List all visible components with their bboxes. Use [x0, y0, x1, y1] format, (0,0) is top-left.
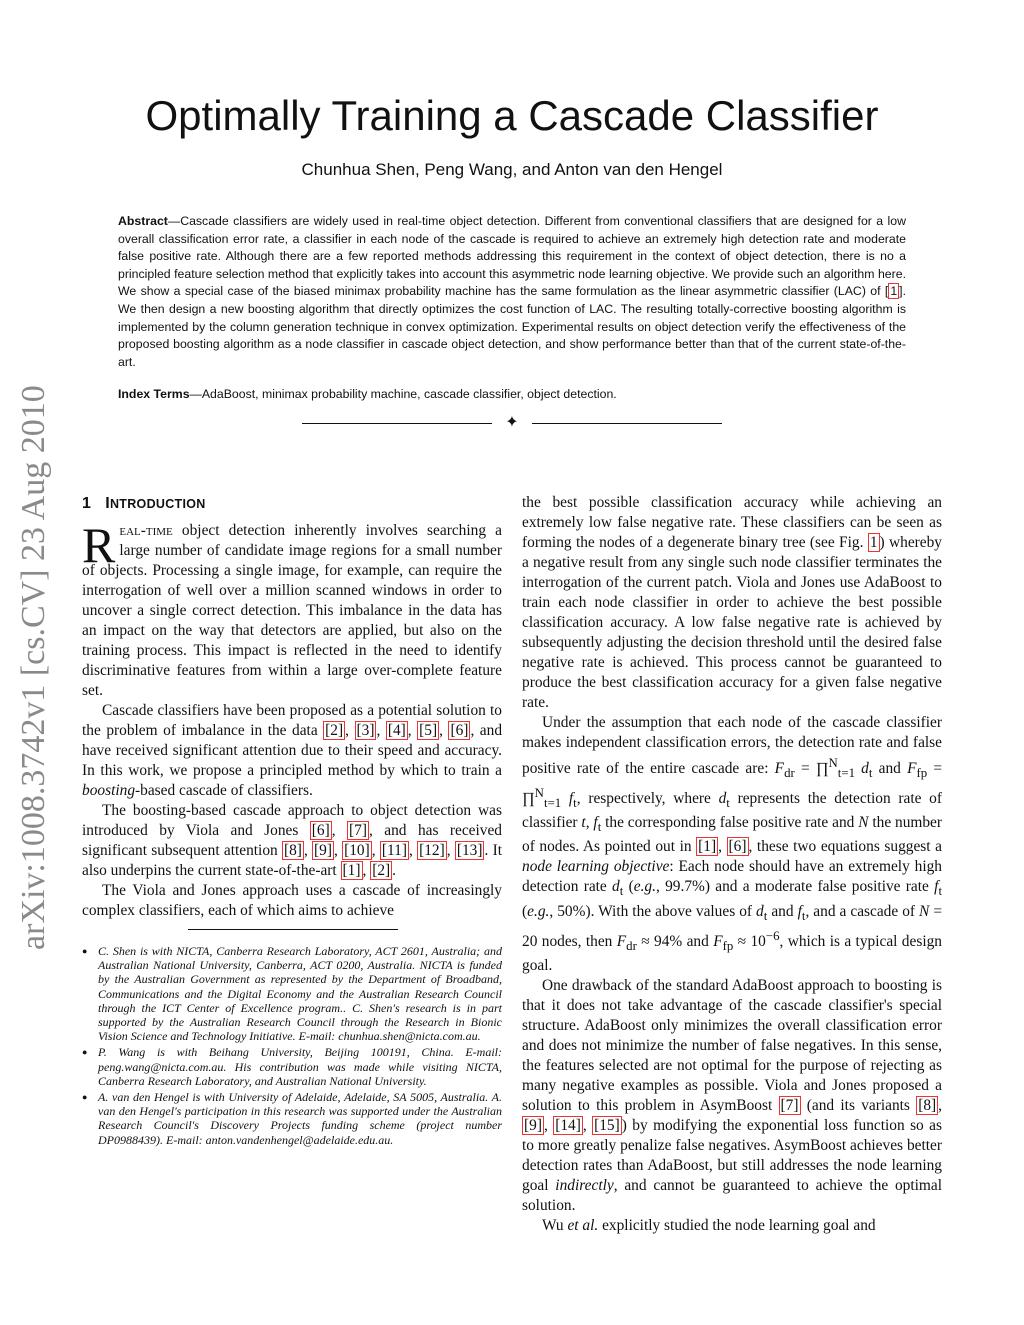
footnote-item: ● C. Shen is with NICTA, Canberra Research Laboratory, ACT 2601, Australia; and Australian National University, Canberra, ACT 0200, Australia. NICTA is funded by the Australian Government as represented by the Department of Broadband, Communications and the Digital Economy and the Australian Research Council through the ICT Center of Excellence program.. C. Shen's research is in part supported by the Australian Research Council through the Research in Bionic Vision Science and Technology Initiative. E-mail: chunhua.shen@nicta.com.au. — [82, 944, 502, 1043]
paragraph-text: , which is a typical design goal. — [522, 932, 942, 974]
math-symbol: d — [612, 878, 620, 896]
math-symbol: d — [718, 790, 727, 808]
paragraph-text: , and has received significant subsequent attention — [82, 822, 503, 859]
small-caps-lead: eal-time — [119, 522, 173, 539]
math-symbol: f — [797, 902, 802, 920]
footnote-item: ● P. Wang is with Beihang University, Beijing 100191, China. E-mail: peng.wang@nicta.com.au. His contribution was made while visiting NICTA, Canberra Research Laboratory, and Australian National University. — [82, 1045, 502, 1088]
math-subscript: t — [868, 766, 873, 781]
abstract-label: Abstract — [118, 214, 168, 228]
diamond-star-icon: ✦ — [505, 412, 519, 431]
abstract: Abstract—Cascade classifiers are widely used in real-time object detection. Different from conventional classifiers that are designed for a low overall classification error rate, a classifier in each node of the cascade is required to achieve an extremely high detection rate and moderate false positive rate. Although there are a few reported methods addressing this requirement in the context of object detection, there is no a principled feature selection method that explicitly takes into account this asymmetric node learning objective. We provide such an algorithm here. We show a special case of the biased minimax probability machine has the same formulation as the linear asymmetric classifier (LAC) of [ 1 ]. We then design a new boosting algorithm that directly optimizes the cost function of LAC. The resulting totally-corrective boosting algorithm is implemented by the column generation technique in convex optimization. Experimental results on object detection verify the effectiveness of the proposed boosting algorithm as a node classifier in cascade object detection, and show performance better than that of the current state-of-the-art. — [118, 214, 906, 369]
section-title-rest: NTRODUCTION — [109, 497, 206, 511]
index-terms-text: —AdaBoost, minimax probability machine, cascade classifier, object detection. — [189, 387, 617, 401]
citation-link[interactable]: [11] — [381, 842, 407, 859]
paragraph-text: object detection inherently involves searching a large number of candidate image regions for a small number of objects. Processing a single image, for example, can require the interrogation of well over a million scanned windows in order to uncover a single correct detection. This imbalance in the data has an impact on the way that detectors are applied, but also on the training process. This impact is reflected in the need to identify discriminative features from within a large over-complete feature set. — [82, 522, 502, 699]
section-divider — [302, 414, 722, 434]
citation-link[interactable]: [12] — [419, 842, 445, 859]
math-subscript: dr — [626, 938, 637, 953]
index-terms — [118, 386, 906, 404]
citation-link[interactable]: [2] — [325, 722, 344, 739]
paragraph-text: and — [767, 902, 798, 920]
math-symbol: F — [774, 760, 785, 778]
paragraph-text: the number of nodes. As pointed out in — [522, 814, 943, 856]
math-subscript: t=1 — [837, 766, 855, 781]
paragraph-text: The boosting-based cascade approach to object detection was introduced by Viola and Jones — [82, 802, 502, 839]
paragraph-text: ≈ 10 — [733, 932, 766, 950]
paragraph-text: = 20 nodes, then — [522, 902, 943, 950]
divider-rule-right — [532, 423, 722, 424]
paragraph: Under the assumption that each node of the cascade classifier makes independent classification errors, the detection rate and false positive rate of the entire cascade are: $F_{dr}$ = ∏$^N_{t=1}$ $d_t$ and $F_{fp}$ = ∏$^N_{t=1}$ $f_t$, respectively, where $d_t$ represents the detection rate of classifier t, $f_t$ the corresponding false positive rate and N the number of nodes. As pointed out in [1] , [6] , these two equations suggest a node learning objective: Each node should have an extremely high detection rate $d_t$ (e.g., 99.7%) and a moderate false positive rate $f_t$ (e.g., 50%). With the above values of $d_t$ and $f_t$, and a cascade of N = 20 nodes, then $F_{dr} \approx 94\%$ and $F_{fp} \approx 10^{-6}$, which is a typical design goal. — [522, 714, 943, 974]
citation-link[interactable]: [6] — [311, 822, 330, 839]
citation-link[interactable]: [10] — [344, 842, 370, 859]
footnote-item: ● A. van den Hengel is with University of Adelaide, Adelaide, SA 5005, Australia. A. van den Hengel's participation in this research was supported under the Australian Research Council's Discovery Projects funding scheme (project number DP0988439). E-mail: anton.vandenhengel@adelaide.edu.au. — [82, 1090, 502, 1147]
math-symbol: d — [854, 760, 869, 778]
citation-link[interactable]: [9] — [314, 842, 332, 859]
author-list: Chunhua Shen, Peng Wang, and Anton van den Hengel — [301, 160, 723, 179]
paragraph-text: ) whereby a negative result from any single such node classifier terminates the interrogation of the current patch. Viola and Jones use AdaBoost to train each node classifier in order to achieve the best possible classification accuracy. A low false negative rate is achieved by subsequently adjusting the decision threshold until the desired false negative rate is achieved. This process cannot be guaranteed to produce the best classification accuracy for a given false negative rate. — [522, 534, 942, 711]
figure-link[interactable]: 1 — [869, 534, 878, 551]
arxiv-identifier: arXiv:1008.3742v1 [cs.CV] 23 Aug 2010 — [15, 385, 52, 950]
paragraph-text: , these two equations suggest a — [748, 838, 942, 856]
math-operator: = ∏ — [522, 760, 943, 808]
paragraph — [522, 493, 942, 713]
math-subscript: t — [619, 884, 624, 899]
paragraph-text: ≈ 94% and — [636, 932, 714, 950]
citation-link[interactable]: [6] — [450, 722, 469, 739]
citation-link[interactable]: [8] — [283, 842, 302, 859]
citation-link[interactable]: 1 — [890, 284, 898, 299]
paragraph-text: Wu — [542, 1216, 568, 1234]
citation-link[interactable]: [13] — [456, 842, 483, 859]
math-symbol: F — [713, 932, 723, 950]
abstract-text: —Cascade classifiers are widely used in real-time object detection. Different from conventional classifiers that are designed for a low overall classification error rate, a classifier in each node of the cascade is required to achieve an extremely high detection rate and moderate false positive rate. Although there are a few reported methods addressing this requirement in the context of object detection, there is no a principled feature selection method that explicitly takes into account this asymmetric node learning objective. We provide such an algorithm here. We show a special case of the biased minimax probability machine has the same formulation as the linear asymmetric classifier (LAC) of — [118, 214, 906, 299]
math-subscript: fp — [722, 938, 734, 953]
math-symbol: f — [934, 878, 939, 896]
paragraph — [82, 517, 502, 701]
math-subscript: t — [801, 908, 806, 923]
paragraph-text: and — [872, 760, 908, 778]
paragraph-text: One drawback of the standard AdaBoost approach to boosting is that it does not take advantage of the cascade classifier's special structure. AdaBoost only minimizes the overall classification error and does not minimize the number of false negatives. In this sense, the features selected are not optimal for the purpose of rejecting as many negative examples as possible. Viola and Jones proposed a solution to this problem in AsymBoost — [522, 976, 942, 1114]
paragraph-text: Cascade classifiers have been proposed as a potential solution to the problem of imbalance in the data — [82, 702, 502, 739]
paragraph-text: . — [392, 862, 397, 879]
citation-link[interactable]: [8] — [918, 1096, 937, 1114]
paragraph-text: , 50%). With the above values of — [549, 902, 757, 920]
abstract-text: . We then design a new boosting algorithm that directly optimizes the cost function of LAC. The resulting totally-corrective boosting algorithm is implemented by the column generation technique in convex optimization. Experimental results on object detection verify the effectiveness of the proposed boosting algorithm as a node classifier in cascade object detection, and show performance better than that of the current state-of-the-art. — [118, 284, 906, 369]
paragraph-text: the corresponding false positive rate and — [601, 814, 859, 832]
citation-link[interactable]: [5] — [419, 722, 438, 739]
citation-link[interactable]: [3] — [356, 722, 375, 739]
paragraph-text: ( — [623, 878, 634, 896]
math-subscript: t — [726, 796, 730, 811]
paragraph: Cascade classifiers have been proposed as a potential solution to the problem of imbalance in the data [2] , [3] , [4] , [5] , [6] , and have received significant attention due to their speed and accuracy. In this work, we propose a principled method by which to train a boosting-based cascade of classifiers. — [82, 702, 503, 799]
paragraph-text: , respectively, where — [576, 790, 719, 808]
math-subscript: t=1 — [543, 796, 562, 811]
paragraph-text: , and have received significant attention due to their speed and accuracy. In this work, we propose a principled method by which to train a — [82, 722, 503, 779]
paragraph-text: represents the detection rate of classifier — [522, 790, 942, 832]
paragraph-text: explicitly studied the node learning goal and — [598, 1216, 876, 1234]
paragraph — [82, 881, 502, 921]
paragraph: One drawback of the standard AdaBoost approach to boosting is that it does not take advantage of the cascade classifier's special structure. AdaBoost only minimizes the overall classification error and does not minimize the number of false negatives. In this sense, the features selected are not optimal for the purpose of rejecting as many negative examples as possible. Viola and Jones proposed a solution to this problem in AsymBoost [7] (and its variants [8] , [9] , [14] , [15] ) by modifying the exponential loss function so as to more greatly penalize false negatives. AsymBoost achieves better detection rates than AdaBoost, but still addresses the node learning goal indirectly, and cannot be guaranteed to achieve the optimal solution. — [522, 976, 943, 1214]
paragraph-text: ) by modifying the exponential loss function so as to more greatly penalize false negatives. AsymBoost achieves better detection rates than AdaBoost, but still addresses the node learning goal — [522, 1116, 942, 1194]
citation-link[interactable]: [7] — [349, 822, 367, 839]
divider-rule-left — [302, 423, 492, 424]
paragraph-text: : Each node should have an extremely high detection rate — [522, 858, 942, 896]
citation-link[interactable]: [1] — [342, 862, 361, 879]
paragraph — [522, 1216, 942, 1236]
paragraph-text: ( — [522, 902, 528, 920]
paragraph-text: , — [585, 814, 594, 832]
math-subscript: t — [763, 908, 768, 923]
math-symbol: f — [561, 790, 574, 808]
math-symbol: F — [907, 760, 917, 778]
math-superscript: N — [828, 756, 838, 770]
citation-link[interactable]: [9] — [524, 1116, 542, 1134]
paragraph-text: (and its variants — [800, 1096, 917, 1114]
math-symbol: N — [919, 902, 930, 920]
section-heading-introduction — [82, 493, 502, 515]
math-symbol: t — [581, 814, 586, 832]
citation-link[interactable]: [4] — [387, 722, 406, 739]
math-subscript: fp — [916, 766, 928, 781]
math-superscript: −6 — [765, 928, 780, 943]
citation-link[interactable]: [14] — [555, 1116, 581, 1134]
footnote-list — [82, 944, 502, 1147]
right-column — [522, 493, 942, 1236]
citation-link[interactable]: [7] — [780, 1096, 799, 1114]
math-symbol: F — [616, 932, 627, 950]
math-operator: = ∏ — [794, 760, 829, 778]
paper-title: Optimally Training a Cascade Classifier — [145, 92, 879, 139]
citation-link[interactable]: [15] — [594, 1116, 620, 1134]
section-number: 1 — [82, 495, 92, 512]
paragraph-text: Under the assumption that each node of the cascade classifier makes independent classification errors, the detection rate and false positive rate of the entire cascade are: — [522, 714, 942, 778]
paragraph-text: The Viola and Jones approach uses a cascade of increasingly complex classifiers, each of which aims to achieve — [82, 882, 502, 919]
paragraph: The boosting-based cascade approach to object detection was introduced by Viola and Jones [6] , [7] , and has received significant subsequent attention [8] , [9] , [10] , [11] , [12] , [13] . It also underpins the current state-of-the-art [1] , [2] . — [82, 802, 503, 879]
math-subscript: t — [597, 820, 602, 835]
emphasis: boosting — [82, 782, 136, 799]
paragraph-text: the best possible classification accuracy while achieving an extremely low false negative rate. These classifiers can be seen as forming the nodes of a degenerate binary tree (see Fig. — [522, 494, 942, 551]
paragraph-text: , and a cascade of — [805, 902, 920, 920]
math-symbol: N — [858, 814, 869, 832]
paragraph-text: -based cascade of classifiers. — [135, 782, 313, 799]
footnote-rule — [188, 929, 398, 930]
paragraph-text: , and cannot be guaranteed to achieve the optimal solution. — [522, 1176, 942, 1214]
emphasis: e.g. — [633, 878, 656, 896]
citation-link[interactable]: [2] — [372, 862, 391, 879]
emphasis: node learning objective — [522, 858, 670, 876]
citation-link[interactable]: [1] — [698, 838, 717, 856]
paragraph-text: , 99.7%) and a moderate false positive rate — [655, 878, 935, 896]
index-terms-label: Index Terms — [118, 387, 190, 401]
drop-cap: R — [82, 517, 116, 573]
section-title-initial: I — [105, 495, 110, 512]
math-subscript: dr — [784, 766, 795, 781]
emphasis: indirectly — [555, 1176, 614, 1194]
citation-link[interactable]: [6] — [728, 838, 747, 856]
math-superscript: N — [534, 786, 544, 801]
left-column — [82, 493, 502, 1149]
math-subscript: t — [573, 796, 577, 811]
math-symbol: d — [756, 902, 764, 920]
math-subscript: t — [938, 884, 943, 899]
paragraph-text: . It also underpins the current state-of-the-art — [82, 842, 502, 879]
emphasis: e.g. — [527, 902, 550, 920]
math-symbol: f — [593, 814, 598, 832]
emphasis: et al. — [567, 1216, 599, 1234]
